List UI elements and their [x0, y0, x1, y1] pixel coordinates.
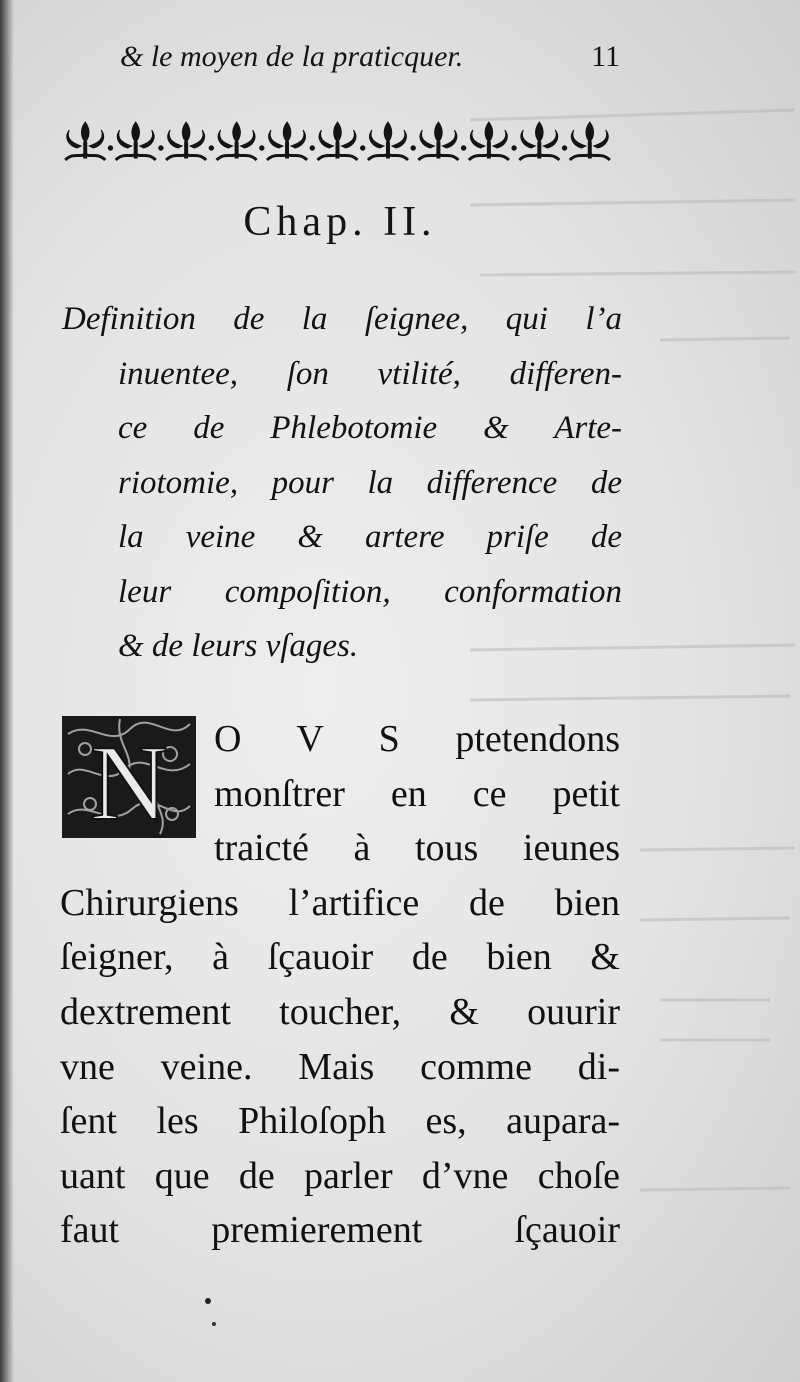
summary-line: Definition de la ſeignee, qui l’a	[62, 301, 622, 337]
summary-line: inuentee, ſon vtilité, differen-	[118, 355, 622, 392]
fleuron-motif	[469, 122, 516, 160]
fleuron-motif	[267, 122, 314, 160]
summary-line: & de leurs vſages.	[118, 628, 359, 664]
chapter-summary	[62, 292, 622, 674]
ink-speck	[205, 1298, 211, 1304]
summary-line: riotomie, pour la difference de	[118, 464, 622, 501]
fleuron-motif	[368, 122, 415, 160]
body-line: vne veine. Mais comme di-	[60, 1045, 620, 1088]
body-line: ſeigner, à ſçauoir de bien &	[60, 936, 620, 979]
summary-line: la veine & artere priſe de	[118, 519, 622, 555]
chapter-heading: Chap. II.	[243, 199, 437, 245]
running-head	[120, 40, 620, 74]
summary-line: ce de Phlebotomie & Arte-	[118, 410, 622, 446]
body-line: ſent les Philoſoph es, aupara-	[60, 1100, 620, 1143]
fleuron-motif	[166, 122, 213, 160]
body-line: uant que de parler d’vne choſe	[60, 1154, 620, 1197]
fleuron-ornament-band	[60, 118, 615, 166]
fleuron-motif	[217, 122, 264, 160]
page-number: 11	[591, 40, 620, 73]
body-line: dextrement toucher, & ouurir	[60, 990, 620, 1033]
fleuron-motif	[418, 122, 465, 160]
fleuron-motif	[116, 122, 163, 160]
body-line: faut premierement ſçauoir	[60, 1209, 620, 1252]
fleuron-motif	[519, 122, 566, 160]
body-line: monſtrer en ce petit	[214, 772, 620, 815]
ink-speck	[212, 1322, 216, 1326]
fleuron-motif	[570, 122, 610, 160]
drop-cap-letter: N	[90, 724, 168, 840]
fleuron-motif	[318, 122, 365, 160]
body-paragraph	[60, 712, 620, 1258]
body-line: traicté à tous ieunes	[214, 827, 620, 870]
body-line: Chirurgiens l’artifice de bien	[60, 881, 620, 924]
summary-line: leur compoſition, conformation	[118, 573, 622, 610]
body-line: O V S ptetendons	[214, 718, 620, 760]
fleuron-motif	[65, 122, 112, 160]
running-head-title: & le moyen de la praticquer.	[120, 40, 464, 73]
